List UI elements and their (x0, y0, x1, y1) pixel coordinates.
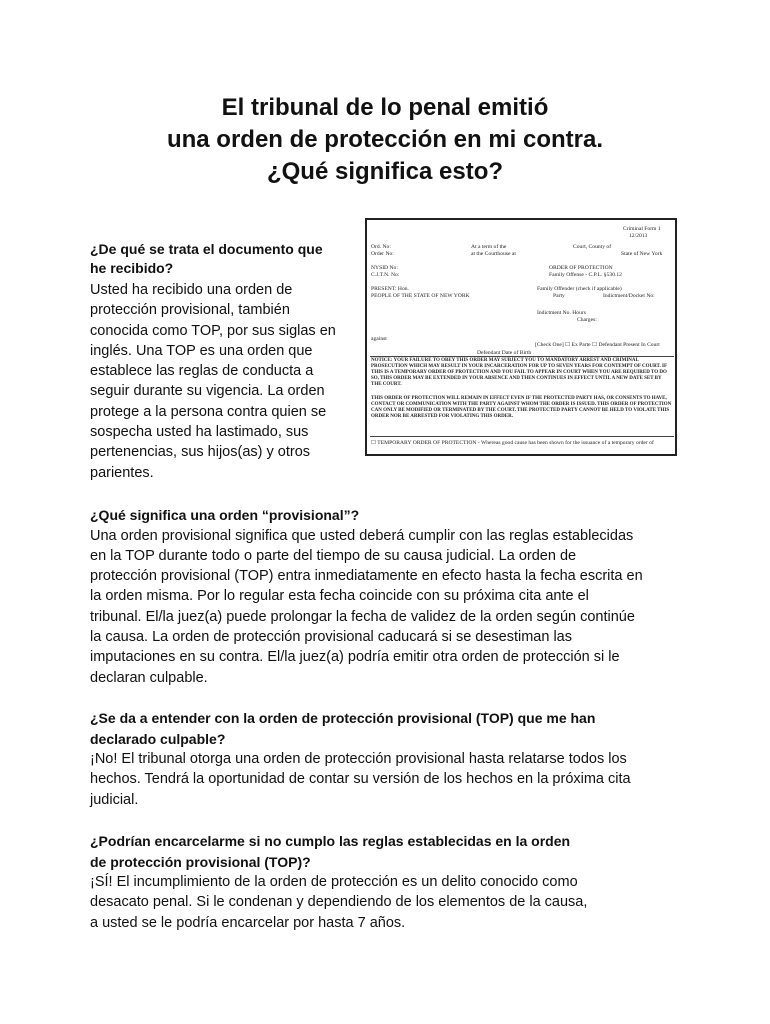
title-line: El tribunal de lo penal emitió (221, 94, 549, 121)
form-label: Criminal Form 1 (623, 226, 661, 232)
answer-line: establece las reglas de conducta a (90, 363, 314, 380)
answer-line: inglés. Una TOP es una orden que (90, 342, 313, 359)
section-question (90, 831, 690, 872)
answer-line: desacato penal. Si le condenan y dependiendo de los elementos de la causa, (90, 894, 588, 911)
answer-line: parientes. (90, 464, 154, 481)
dob: Indictment/Docket No: (603, 293, 655, 299)
answer-line: declaran culpable. (90, 669, 208, 686)
family-offense: Family Offense - C.P.L. §530.12 (549, 272, 622, 278)
defendant-dob: Defendant Date of Birth (477, 350, 532, 356)
title-line: ¿Qué significa esto? (266, 158, 504, 185)
ord-no: Ord. No: (371, 244, 391, 250)
answer-line: imputaciones en su contra. El/la juez(a) podría emitir otra orden de protección si le (90, 649, 620, 666)
section-answer (90, 526, 690, 688)
against: against (371, 336, 387, 342)
vo-label: Family Offender (check if applicable) (537, 286, 622, 292)
cjtn: C.J.T.N. No: (371, 272, 400, 278)
check-row: [Check One] ☐ Ex Parte ☐ Defendant Present In Court (535, 342, 660, 348)
divider (370, 356, 674, 357)
order-no: Order No: (371, 251, 394, 257)
charges: Charges: (577, 317, 597, 323)
answer-line: protección provisional (TOP) entra inmediatamente en efecto hasta la fecha escrita en (90, 568, 643, 585)
answer-line: seguir durante su vigencia. La orden (90, 383, 325, 400)
answer-line: Usted ha recibido una orden de (90, 282, 293, 298)
answer-line: la causa. La orden de protección provisional caducará si se desestiman las (90, 628, 572, 645)
page-title (60, 92, 710, 188)
question-line: ¿Se da a entender con la orden de protección provisional (TOP) que me han (90, 710, 596, 726)
answer-line: judicial. (90, 791, 139, 808)
title-line: una orden de protección en mi contra. (166, 126, 604, 153)
order-of-protection-form-image (365, 218, 677, 456)
answer-line: sospecha usted ha lastimado, sus (90, 424, 309, 441)
court-county: Court, County of (573, 244, 612, 250)
temporary-order: ☐ TEMPORARY ORDER OF PROTECTION - Whereas good cause has been shown for the issuance of a temporary order of (371, 440, 654, 446)
answer-line: conocida como TOP, por sus siglas en (90, 322, 336, 339)
answer-line: la orden misma. Por lo regular esta fecha coincide con su próxima cita ante el (90, 588, 589, 605)
answer-line: pertenencias, sus hijos(as) y otros (90, 444, 311, 461)
question-line: he recibido? (90, 260, 174, 276)
section-jail (90, 831, 690, 933)
section-answer (90, 749, 690, 810)
question-line: ¿Podrían encarcelarme si no cumplo las reglas establecidas en la orden (90, 833, 571, 849)
section-answer (90, 872, 690, 933)
question-line: ¿De qué se trata el documento que (90, 241, 323, 257)
party: Party (553, 293, 565, 299)
intro-answer (90, 280, 358, 483)
indictment: Indictment No. Hours (537, 310, 586, 316)
answer-line: hechos. Tendrá la oportunidad de contar su versión de los hechos en la próxima cita (90, 771, 631, 788)
intro-question (90, 240, 355, 278)
answer-line: ¡SÍ! El incumplimiento de la orden de protección es un delito conocido como (90, 874, 578, 890)
court-at: at the Courthouse at (471, 251, 516, 257)
answer-line: protege a la persona contra quien se (90, 403, 327, 420)
answer-line: a usted se le podría encarcelar por hasta 7 años. (90, 914, 406, 931)
notice-text-2: THIS ORDER OF PROTECTION WILL REMAIN IN EFFECT EVEN IF THE PROTECTED PARTY HAS, OR CONSENTS TO HAVE, CONTACT OR COMMUNICATION WITH THE PARTY AGAINST WHOM THE ORDER IS ISSUED. THIS ORDER OF PROTECTION CAN ONLY BE MODIFIED OR TERMINATED BY THE COURT. THE PROTECTED PARTY CANNOT BE HELD TO VIOLATE THIS ORDER NOR BE ARRESTED FOR VIOLATING THIS ORDER. (371, 396, 672, 419)
answer-line: ¡No! El tribunal otorga una orden de protección provisional hasta relatarse todos los (90, 751, 627, 767)
section-question (90, 708, 690, 749)
question-line: declarado culpable? (90, 730, 226, 747)
court-prefix: At a term of the (471, 244, 507, 250)
section-question (90, 505, 690, 526)
notice-text: NOTICE: YOUR FAILURE TO OBEY THIS ORDER MAY SUBJECT YOU TO MANDATORY ARREST AND CRIMINAL PROSECUTION WHICH MAY RESULT IN YOUR INCARCERATION FOR UP TO SEVEN YEARS FOR CONTEMPT OF COURT. IF THIS IS A TEMPORARY ORDER OF PROTECTION AND YOU FAIL TO APPEAR IN COURT WHEN YOU ARE REQUIRED TO DO SO, THIS ORDER MAY BE EXTENDED IN YOUR ABSENCE AND THEN CONTINUES IN EFFECT UNTIL A NEW DATE SET BY THE COURT. (371, 358, 667, 387)
section-provisional (90, 505, 690, 688)
form-date: 12/2013 (629, 233, 648, 239)
nysid: NYSID No: (371, 265, 398, 271)
answer-line: tribunal. El/la juez(a) puede prolongar la fecha de validez de la orden según continúe (90, 608, 635, 625)
divider (370, 436, 674, 437)
answer-line: en la TOP durante todo o parte del tiempo de su causa judicial. La orden de (90, 547, 577, 564)
question-line: de protección provisional (TOP)? (90, 853, 311, 870)
present: PRESENT: Hon. (371, 286, 409, 292)
court-state: State of New York (621, 251, 663, 257)
section-guilty (90, 708, 690, 810)
question-line: ¿Qué significa una orden “provisional”? (90, 507, 360, 523)
answer-line: protección provisional, también (90, 302, 290, 319)
answer-line: Una orden provisional significa que usted deberá cumplir con las reglas establecidas (90, 527, 634, 544)
people: PEOPLE OF THE STATE OF NEW YORK (371, 293, 470, 299)
order-title: ORDER OF PROTECTION (549, 265, 613, 271)
